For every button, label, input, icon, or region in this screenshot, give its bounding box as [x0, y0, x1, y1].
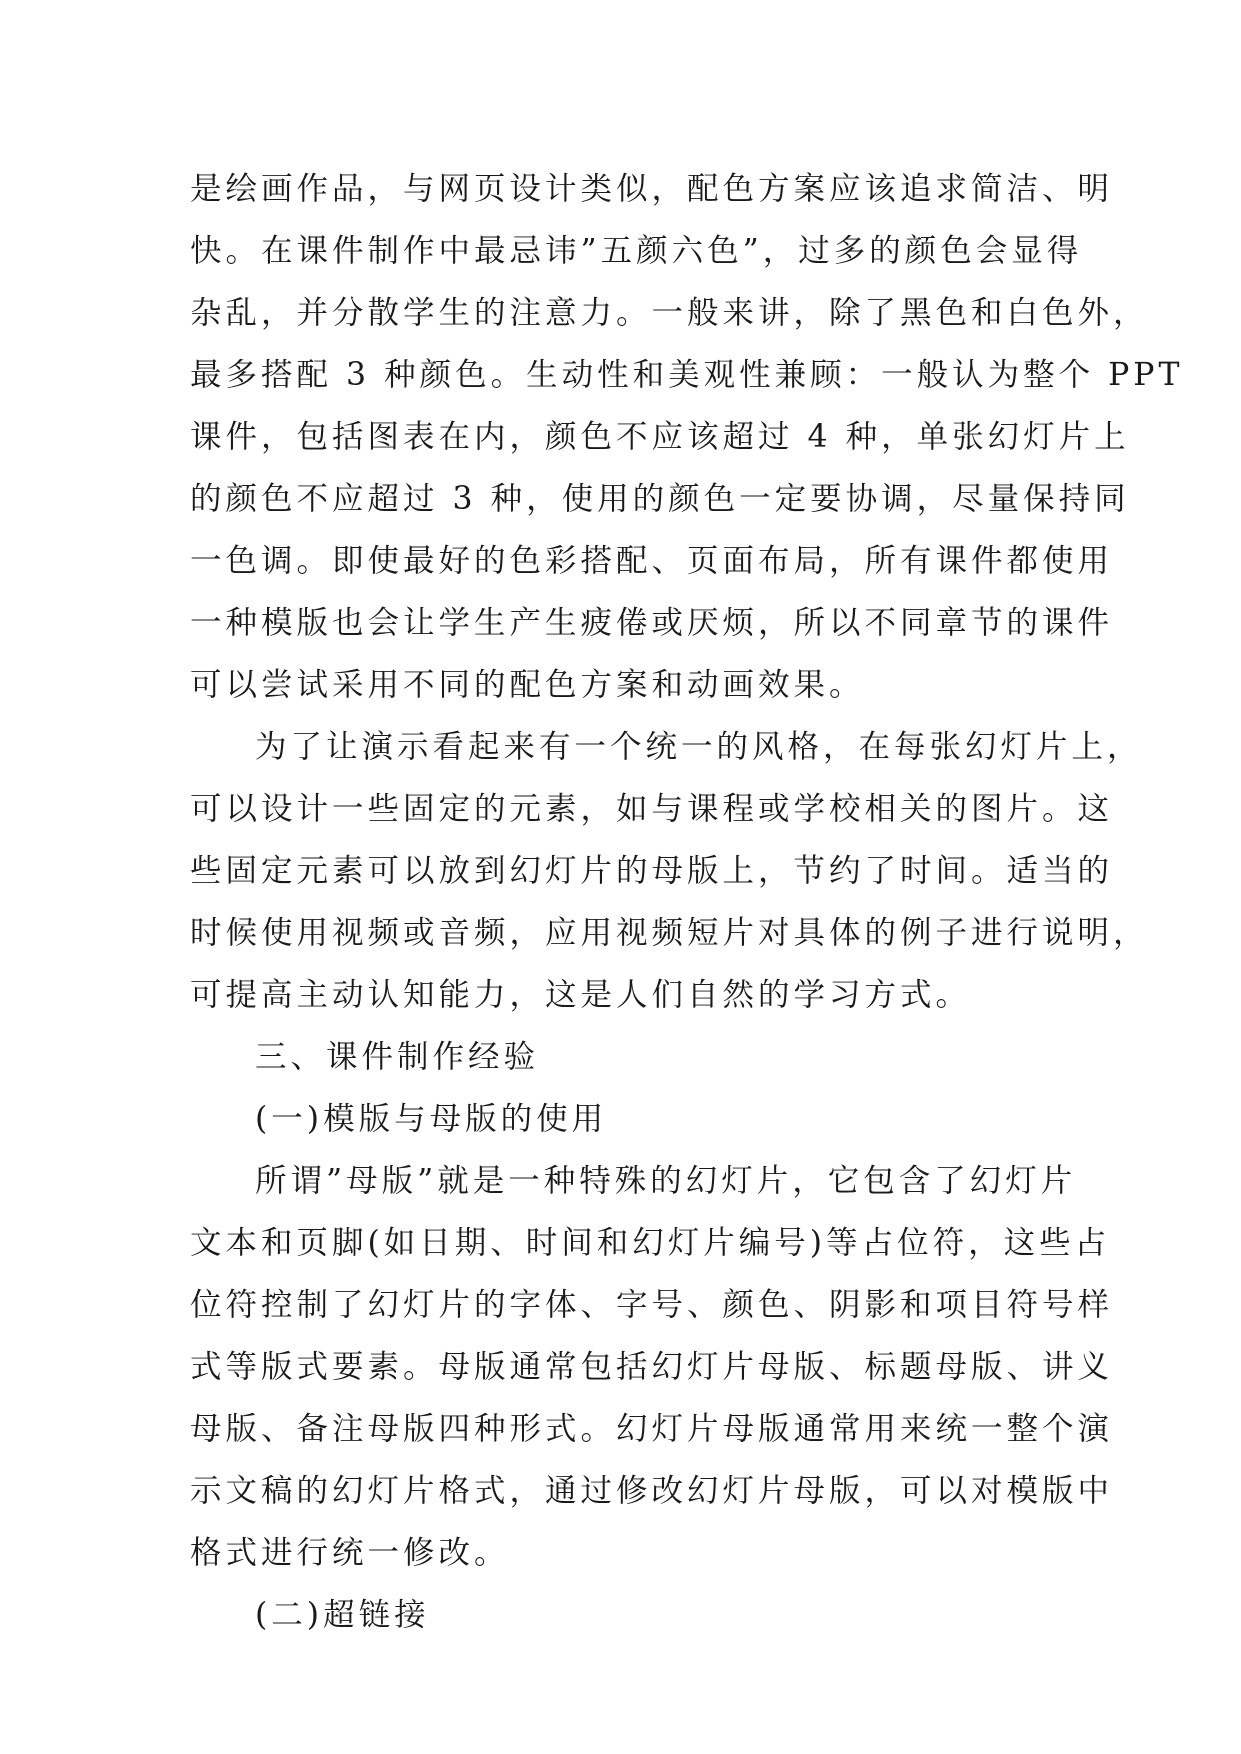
text-line: 是绘画作品，与网页设计类似，配色方案应该追求简洁、明 [190, 171, 1114, 207]
text-line: 可以设计一些固定的元素，如与课程或学校相关的图片。这 [190, 791, 1114, 827]
text-line: 格式进行统一修改。 [190, 1535, 510, 1571]
subsection-heading: (二)超链接 [255, 1597, 430, 1633]
text-line: 的颜色不应超过 3 种，使用的颜色一定要协调，尽量保持同 [190, 481, 1130, 517]
text-line: 母版、备注母版四种形式。幻灯片母版通常用来统一整个演 [190, 1411, 1114, 1447]
body-text [190, 158, 1184, 1646]
text-line: 课件，包括图表在内，颜色不应该超过 4 种，单张幻灯片上 [190, 419, 1130, 455]
text-line: 可以尝试采用不同的配色方案和动画效果。 [190, 667, 865, 703]
paragraph-start-line: 所谓”母版”就是一种特殊的幻灯片，它包含了幻灯片 [255, 1163, 1077, 1199]
text-line: 可提高主动认知能力，这是人们自然的学习方式。 [190, 977, 972, 1013]
section-heading: 三、课件制作经验 [255, 1039, 540, 1075]
text-line: 一种模版也会让学生产生疲倦或厌烦，所以不同章节的课件 [190, 605, 1114, 641]
paragraph-start-line: 为了让演示看起来有一个统一的风格，在每张幻灯片上， [255, 729, 1143, 765]
text-line: 一色调。即使最好的色彩搭配、页面布局，所有课件都使用 [190, 543, 1114, 579]
text-line: 快。在课件制作中最忌讳”五颜六色”，过多的颜色会显得 [190, 233, 1083, 269]
text-line: 式等版式要素。母版通常包括幻灯片母版、标题母版、讲义 [190, 1349, 1114, 1385]
subsection-heading: (一)模版与母版的使用 [255, 1101, 608, 1137]
text-line: 些固定元素可以放到幻灯片的母版上，节约了时间。适当的 [190, 853, 1114, 889]
text-line: 文本和页脚(如日期、时间和幻灯片编号)等占位符，这些占 [190, 1225, 1111, 1261]
text-line: 最多搭配 3 种颜色。生动性和美观性兼顾：一般认为整个 PPT [190, 357, 1184, 393]
text-line: 时候使用视频或音频，应用视频短片对具体的例子进行说明， [190, 915, 1149, 951]
text-line: 位符控制了幻灯片的字体、字号、颜色、阴影和项目符号样 [190, 1287, 1114, 1323]
text-line: 杂乱，并分散学生的注意力。一般来讲，除了黑色和白色外， [190, 295, 1149, 331]
text-line: 示文稿的幻灯片格式，通过修改幻灯片母版，可以对模版中 [190, 1473, 1114, 1509]
